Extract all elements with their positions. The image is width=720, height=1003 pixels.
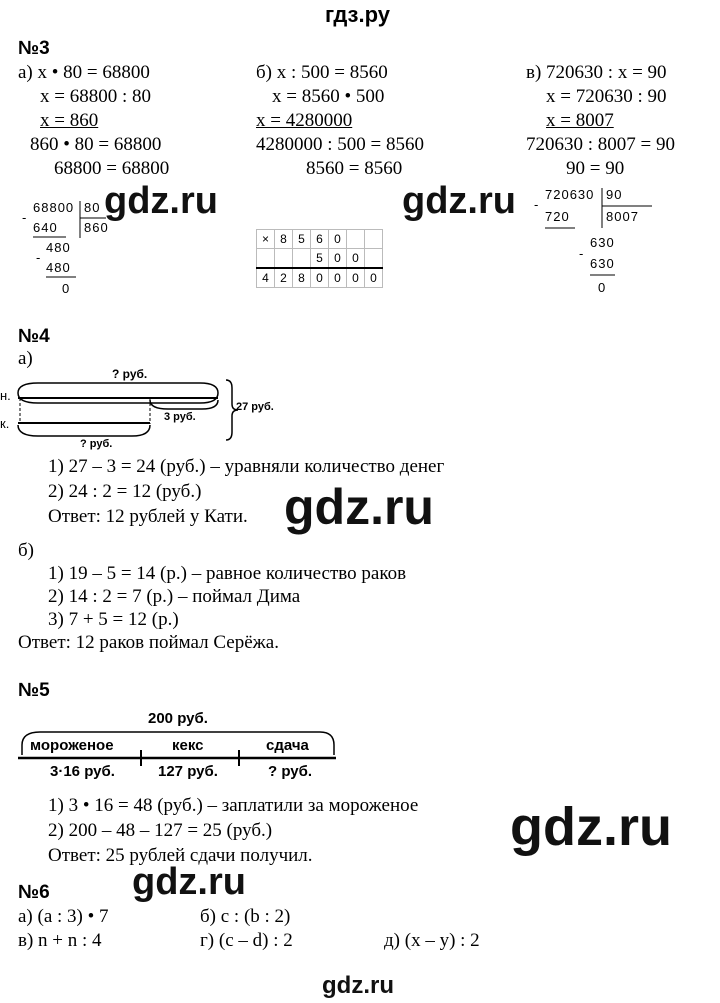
equation-answer: x = 4280000	[256, 110, 353, 131]
equation-line: в) 720630 : x = 90	[526, 62, 667, 83]
digit-cell	[365, 249, 383, 269]
quotient: 8007	[606, 209, 639, 224]
minus-sign: -	[22, 210, 28, 225]
division-step: 480	[46, 260, 71, 275]
digit-cell: 2	[275, 268, 293, 288]
solution-line: 3) 7 + 5 = 12 (р.)	[48, 609, 179, 630]
expression: в) n + n : 4	[18, 930, 102, 951]
multiplication-grid	[256, 229, 383, 288]
digit-cell	[275, 249, 293, 269]
division-step: 640	[33, 220, 58, 235]
segment-cake: кекс	[172, 737, 204, 754]
digit-cell	[365, 230, 383, 249]
top-label: ? руб.	[112, 367, 148, 381]
digit-cell: 0	[365, 268, 383, 288]
dividend: 68800	[33, 200, 75, 215]
digit-cell: 5	[293, 230, 311, 249]
site-header: гдз.ру	[325, 2, 390, 27]
digit-cell	[257, 249, 275, 269]
task4-number: №4	[18, 326, 50, 347]
digit-cell: 6	[311, 230, 329, 249]
solution-line: 1) 3 • 16 = 48 (руб.) – заплатили за мороженое	[48, 795, 419, 816]
solution-line: 2) 24 : 2 = 12 (руб.)	[48, 481, 202, 502]
division-step: 720	[545, 209, 570, 224]
equation-check-result: 8560 = 8560	[306, 158, 403, 179]
value-change: ? руб.	[268, 763, 313, 780]
expression: д) (x – y) : 2	[384, 930, 480, 951]
digit-cell: 0	[311, 268, 329, 288]
row-label-k: к.	[0, 416, 10, 431]
watermark: gdz.ru	[284, 479, 434, 535]
digit-cell: 5	[311, 249, 329, 269]
segment-diagram	[0, 0, 1, 1]
divisor: 90	[606, 187, 623, 202]
solution-line: 1) 27 – 3 = 24 (руб.) – уравняли количество денег	[48, 456, 445, 477]
solution-line: 2) 14 : 2 = 7 (р.) – поймал Дима	[48, 586, 301, 607]
equation-line: x = 8560 • 500	[272, 86, 385, 107]
equation-line: x = 720630 : 90	[546, 86, 667, 107]
division-step: 630	[590, 235, 615, 250]
watermark: gdz.ru	[104, 180, 218, 222]
part-label: б)	[18, 540, 34, 561]
dividend: 720630	[545, 187, 595, 202]
digit-cell	[293, 249, 311, 269]
division-step: 480	[46, 240, 71, 255]
answer-line: Ответ: 12 раков поймал Серёжа.	[18, 632, 279, 653]
watermark: gdz.ru	[132, 861, 246, 903]
mult-sign: ×	[257, 230, 275, 249]
value-icecream: 3·16 руб.	[50, 763, 115, 780]
expression: б) c : (b : 2)	[200, 906, 291, 927]
task6-number: №6	[18, 882, 50, 903]
digit-cell	[347, 230, 365, 249]
divisor: 80	[84, 200, 101, 215]
solution-line: 2) 200 – 48 – 127 = 25 (руб.)	[48, 820, 273, 841]
division-step: 0	[62, 281, 71, 296]
digit-cell: 0	[347, 268, 365, 288]
equation-line: x = 68800 : 80	[40, 86, 151, 107]
watermark: gdz.ru	[402, 180, 516, 222]
row-label-n: н.	[0, 388, 11, 403]
equation-answer: x = 8007	[546, 110, 614, 131]
equation-check: 4280000 : 500 = 8560	[256, 134, 424, 155]
answer-line: Ответ: 25 рублей сдачи получил.	[48, 845, 313, 866]
part-label: а)	[18, 348, 33, 369]
equation-line: б) x : 500 = 8560	[256, 62, 388, 83]
quotient: 860	[84, 220, 109, 235]
digit-cell: 8	[293, 268, 311, 288]
minus-sign: -	[534, 197, 540, 212]
answer-line: Ответ: 12 рублей у Кати.	[48, 506, 248, 527]
equation-check-result: 68800 = 68800	[54, 158, 170, 179]
digit-cell: 0	[329, 268, 347, 288]
expression: а) (a : 3) • 7	[18, 906, 109, 927]
value-cake: 127 руб.	[158, 763, 218, 780]
task3-number: №3	[18, 38, 50, 59]
minus-sign: -	[36, 250, 42, 265]
segment-icecream: мороженое	[30, 737, 114, 754]
diff-label: 3 руб.	[164, 411, 196, 423]
division-step: 0	[598, 280, 607, 295]
watermark: gdz.ru	[510, 797, 672, 857]
digit-cell: 4	[257, 268, 275, 288]
total-label: 27 руб.	[236, 401, 274, 413]
total-label: 200 руб.	[148, 710, 208, 727]
bottom-label: ? руб.	[80, 438, 113, 450]
equation-line: а) x • 80 = 68800	[18, 62, 150, 83]
equation-check-result: 90 = 90	[566, 158, 625, 179]
solution-line: 1) 19 – 5 = 14 (р.) – равное количество раков	[48, 563, 407, 584]
equation-check: 720630 : 8007 = 90	[526, 134, 675, 155]
digit-cell: 0	[329, 230, 347, 249]
division-step: 630	[590, 256, 615, 271]
equation-check: 860 • 80 = 68800	[30, 134, 162, 155]
segment-change: сдача	[266, 737, 309, 754]
digit-cell: 0	[347, 249, 365, 269]
minus-sign: -	[579, 246, 585, 261]
footer-watermark: gdz.ru	[322, 972, 394, 999]
expression: г) (c – d) : 2	[200, 930, 293, 951]
task5-number: №5	[18, 680, 50, 701]
digit-cell: 8	[275, 230, 293, 249]
digit-cell: 0	[329, 249, 347, 269]
equation-answer: x = 860	[40, 110, 99, 131]
